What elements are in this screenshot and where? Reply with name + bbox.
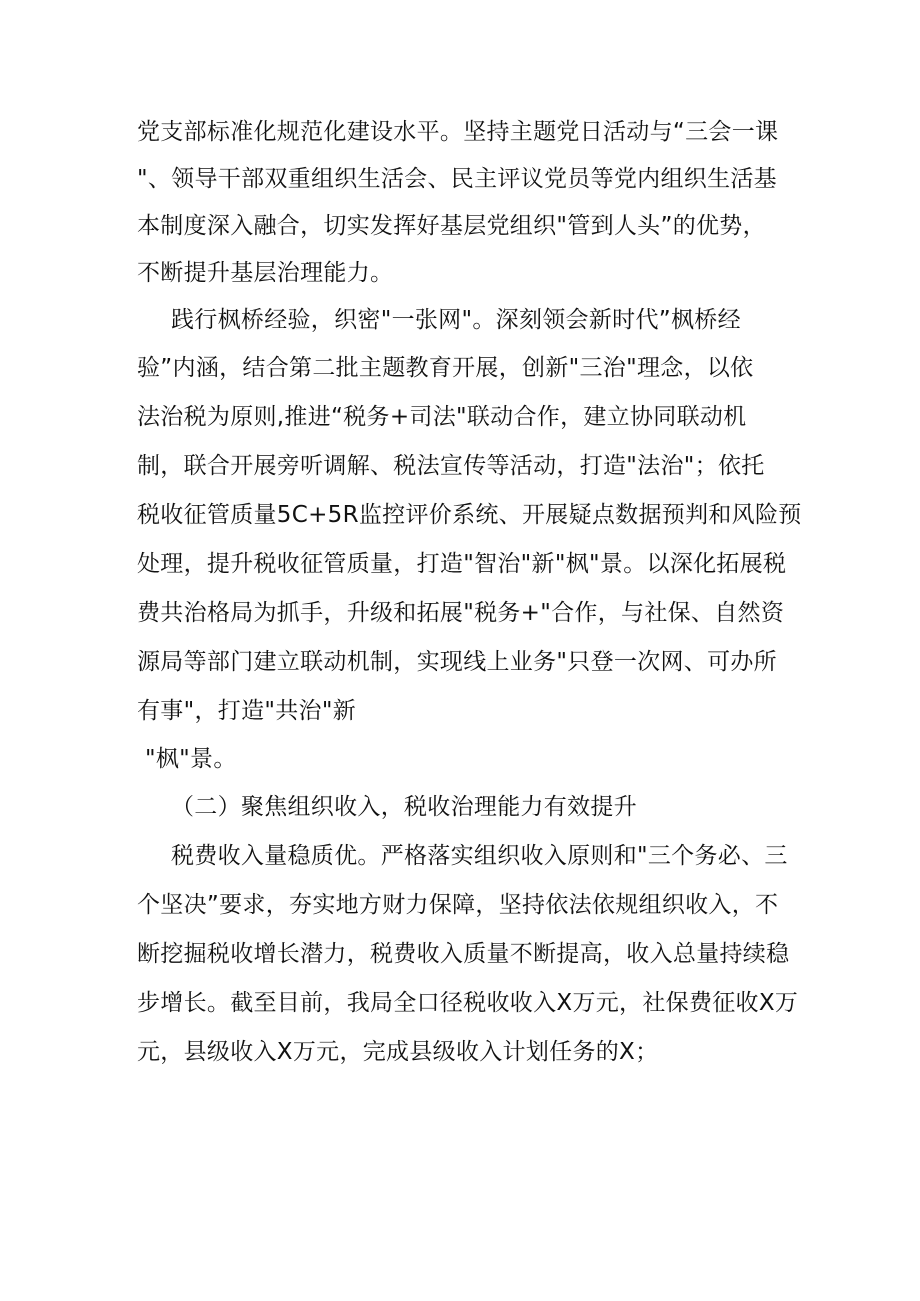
paragraph-line: 不断提升基层治理能力。 (137, 260, 394, 286)
paragraph-line: 断挖掘税收增长潜力，税费收入质量不断提高，收入总量持续稳 (137, 941, 790, 967)
paragraph-line: 党支部标准化规范化建设水平。坚持主题党日活动与“三会一课 (137, 119, 779, 145)
section-heading: （二）聚焦组织收入，税收治理能力有效提升 (171, 794, 637, 820)
paragraph-line: 元，县级收入X万元，完成县级收入计划任务的X； (137, 1039, 659, 1065)
paragraph-line: 法治税为原则,推进“税务+司法"联动合作，建立协同联动机 (137, 404, 747, 430)
paragraph-line: 制，联合开展旁听调解、税法宣传等活动，打造"法治"；依托 (137, 453, 765, 479)
paragraph-line: "、领导干部双重组织生活会、民主评议党员等党内组织生活基 (137, 166, 777, 192)
paragraph-line: 步增长。截至目前，我局全口径税收收入X万元，社保费征收X万 (137, 990, 799, 1016)
paragraph-line: 处理，提升税收征管质量，打造"智治"新"枫"景。以深化拓展税 (137, 551, 787, 577)
paragraph-line: 费共治格局为抓手，升级和拓展"税务+"合作，与社保、自然资 (137, 600, 785, 626)
paragraph-line: 个坚决”要求，夯实地方财力保障，坚持依法依规组织收入，不 (137, 892, 779, 918)
paragraph-line: "枫"景。 (145, 746, 237, 772)
paragraph-line: 本制度深入融合，切实发挥好基层党组织"管到人头”的优势， (137, 213, 766, 239)
paragraph-line: 践行枫桥经验，织密"一张网"。深刻领会新时代”枫桥经 (171, 307, 741, 333)
paragraph-line: 源局等部门建立联动机制，实现线上业务"只登一次网、可办所 (137, 649, 777, 675)
paragraph-line: 税收征管质量5C+5R监控评价系统、开展疑点数据预判和风险预 (137, 502, 802, 528)
paragraph-line: 税费收入量稳质优。严格落实组织收入原则和"三个务必、三 (171, 843, 788, 869)
paragraph-line: 验”内涵，结合第二批主题教育开展，创新"三治"理念，以依 (137, 355, 754, 381)
paragraph-line: 有事"，打造"共治"新 (137, 698, 357, 724)
